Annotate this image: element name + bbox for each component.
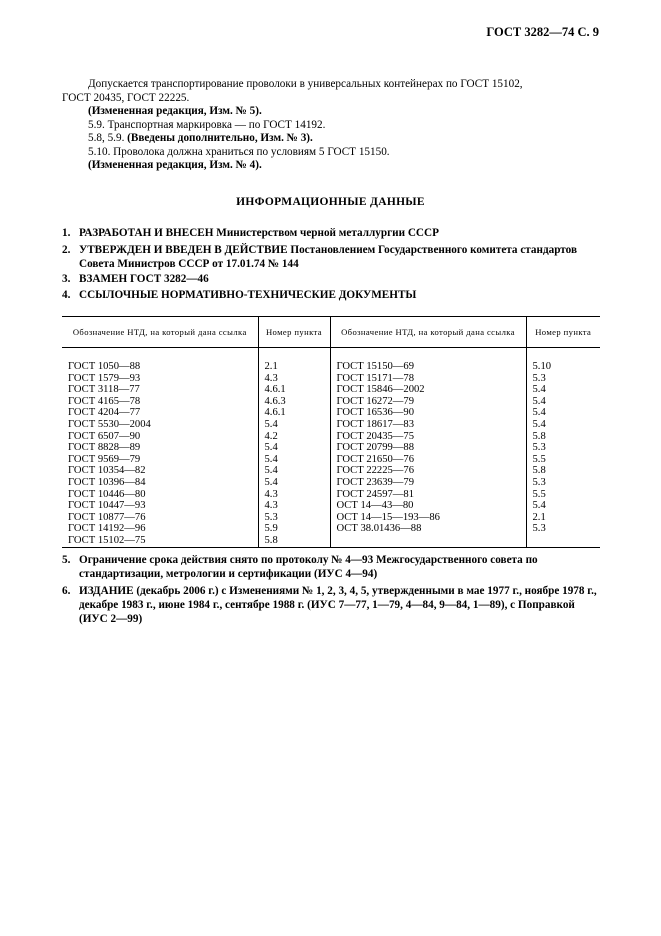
reference-point: 2.1	[264, 361, 278, 372]
intro-line: Допускается транспортирование проволоки в универсальных контейнерах по ГОСТ 15102,	[88, 78, 523, 90]
reference-doc: ГОСТ 4165—78	[68, 395, 141, 407]
column-header-point: Номер пункта	[526, 317, 600, 348]
item-number: 5.	[62, 554, 71, 566]
reference-doc: ГОСТ 1579—93	[68, 372, 141, 384]
reference-point: 5.8	[532, 430, 546, 442]
item-text: ССЫЛОЧНЫЕ НОРМАТИВНО-ТЕХНИЧЕСКИЕ ДОКУМЕНТЫ	[79, 289, 417, 301]
reference-point: 5.4	[532, 418, 546, 430]
reference-doc: ГОСТ 10354—82	[68, 465, 146, 477]
reference-point: 5.4	[264, 453, 278, 465]
info-item-1	[62, 226, 602, 240]
reference-doc: ОСТ 14—15—193—86	[336, 511, 440, 523]
reference-point: 4.2	[264, 430, 278, 442]
item-number: 6.	[62, 585, 71, 597]
reference-doc: ГОСТ 4204—77	[68, 407, 141, 419]
item-text: УТВЕРЖДЕН И ВВЕДЕН В ДЕЙСТВИЕ Постановлением Государственного комитета стандартов Совета Министров СССР от 17.01.74 № 144	[79, 244, 577, 270]
item-text: Ограничение срока действия снято по протоколу № 4—93 Межгосударственного совета по стандартизации, метрологии и сертификации (ИУС 4—94)	[79, 554, 538, 580]
amendment-note: (Измененная редакция, Изм. № 4).	[88, 159, 262, 171]
reference-point: 5.10	[532, 361, 552, 372]
info-item-5	[62, 553, 602, 581]
reference-doc: ГОСТ 23639—79	[336, 476, 414, 488]
reference-doc: ГОСТ 9569—79	[68, 453, 141, 465]
reference-point: 5.4	[532, 500, 546, 512]
column-header-doc: Обозначение НТД, на который дана ссылка	[330, 317, 526, 348]
reference-doc: ОСТ 14—43—80	[336, 500, 414, 512]
reference-doc: ГОСТ 20435—75	[336, 430, 414, 442]
column-header-doc: Обозначение НТД, на который дана ссылка	[62, 317, 258, 348]
clause-note-prefix: 5.8, 5.9.	[88, 132, 128, 144]
info-item-2	[62, 243, 602, 271]
item-text: РАЗРАБОТАН И ВНЕСЕН Министерством черной металлургии СССР	[79, 227, 439, 239]
reference-doc: ГОСТ 20799—88	[336, 442, 414, 454]
reference-point: 5.8	[264, 534, 278, 546]
clause-note	[88, 131, 313, 145]
reference-doc: ГОСТ 15171—78	[336, 372, 414, 384]
info-item-3	[62, 272, 602, 286]
reference-doc: ГОСТ 18617—83	[336, 418, 414, 430]
reference-point: 4.3	[264, 372, 278, 384]
reference-doc: ГОСТ 8828—89	[68, 442, 141, 454]
reference-doc: ГОСТ 22225—76	[336, 465, 414, 477]
reference-point: 5.4	[264, 476, 278, 488]
reference-doc: ГОСТ 15102—75	[68, 534, 146, 546]
reference-point: 5.4	[264, 465, 278, 477]
right-points-cell	[526, 348, 600, 548]
reference-doc: ГОСТ 24597—81	[336, 488, 414, 500]
reference-point: 5.4	[532, 407, 546, 419]
reference-point: 5.3	[532, 442, 546, 454]
column-header-point: Номер пункта	[258, 317, 330, 348]
references-table	[62, 316, 600, 548]
item-text: ИЗДАНИЕ (декабрь 2006 г.) с Изменениями № 1, 2, 3, 4, 5, утвержденными в мае 1977 г., ноябре 1978 г., декабре 1983 г., июне 1984 г., сентябре 1988 г. (ИУС 7—77, 1—79, 4—84, 9—84, 1—89), с Поправкой (ИУС 2—99)	[79, 585, 597, 625]
left-points-cell	[258, 348, 330, 548]
reference-doc: ОСТ 38.01436—88	[336, 523, 422, 535]
right-docs-cell	[330, 348, 526, 548]
reference-point: 2.1	[532, 511, 546, 523]
reference-point: 5.3	[532, 523, 546, 535]
item-text: ВЗАМЕН ГОСТ 3282—46	[79, 273, 209, 285]
reference-point: 5.4	[264, 442, 278, 454]
reference-point: 5.3	[532, 372, 546, 384]
reference-point: 5.3	[532, 476, 546, 488]
info-item-4	[62, 288, 602, 302]
reference-point: 4.3	[264, 500, 278, 512]
page-header: ГОСТ 3282—74 С. 9	[486, 25, 599, 39]
item-number: 4.	[62, 289, 71, 301]
reference-doc: ГОСТ 10877—76	[68, 511, 146, 523]
reference-doc: ГОСТ 16272—79	[336, 395, 414, 407]
info-item-6	[62, 584, 602, 626]
reference-point: 5.5	[532, 488, 546, 500]
reference-point: 4.6.1	[264, 384, 286, 396]
reference-point: 5.5	[532, 453, 546, 465]
reference-point: 5.9	[264, 523, 278, 535]
amendment-note: (Измененная редакция, Изм. № 5).	[88, 105, 262, 117]
reference-doc: ГОСТ 21650—76	[336, 453, 414, 465]
reference-doc: ГОСТ 15150—69	[336, 361, 414, 372]
reference-point: 5.4	[532, 384, 546, 396]
reference-point: 5.3	[264, 511, 278, 523]
reference-point: 5.4	[264, 418, 278, 430]
clause-5-9: 5.9. Транспортная маркировка — по ГОСТ 14192.	[88, 119, 326, 131]
reference-point: 4.6.3	[264, 395, 286, 407]
reference-point: 5.4	[532, 395, 546, 407]
reference-doc: ГОСТ 10396—84	[68, 476, 146, 488]
reference-doc: ГОСТ 16536—90	[336, 407, 414, 419]
item-number: 3.	[62, 273, 71, 285]
item-number: 2.	[62, 244, 71, 256]
reference-doc: ГОСТ 10446—80	[68, 488, 146, 500]
reference-doc: ГОСТ 6507—90	[68, 430, 141, 442]
reference-doc: ГОСТ 14192—96	[68, 523, 146, 535]
reference-doc: ГОСТ 10447—93	[68, 500, 146, 512]
clause-note-bold: (Введены дополнительно, Изм. № 3).	[127, 132, 313, 144]
reference-point: 4.3	[264, 488, 278, 500]
reference-doc: ГОСТ 3118—77	[68, 384, 140, 396]
item-number: 1.	[62, 227, 71, 239]
intro-line: ГОСТ 20435, ГОСТ 22225.	[62, 92, 190, 104]
reference-doc: ГОСТ 1050—88	[68, 361, 141, 372]
left-docs-cell	[62, 348, 258, 548]
reference-point: 4.6.1	[264, 407, 286, 419]
reference-doc: ГОСТ 15846—2002	[336, 384, 425, 396]
clause-5-10: 5.10. Проволока должна храниться по условиям 5 ГОСТ 15150.	[88, 146, 390, 158]
reference-doc: ГОСТ 5530—2004	[68, 418, 151, 430]
reference-point: 5.8	[532, 465, 546, 477]
section-title: ИНФОРМАЦИОННЫЕ ДАННЫЕ	[236, 196, 425, 208]
